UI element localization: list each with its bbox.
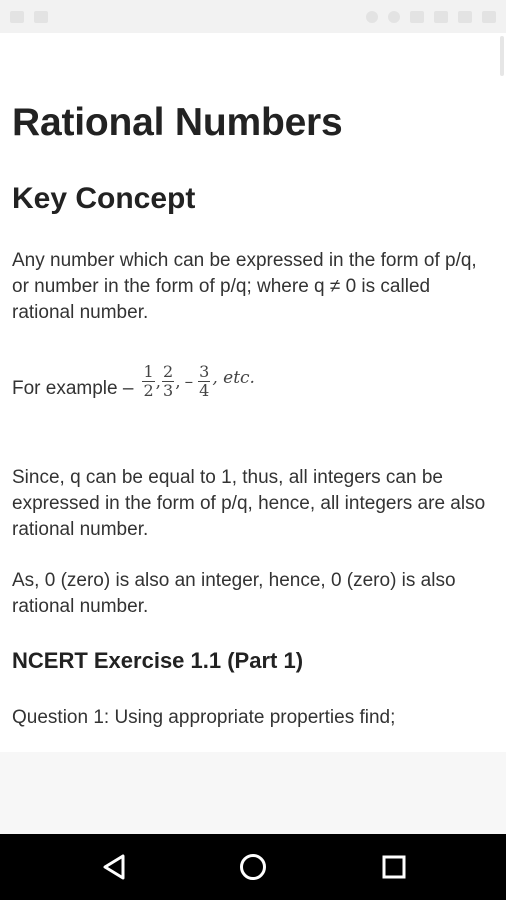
recent-square-icon: [380, 853, 408, 881]
wifi-icon: [434, 11, 448, 23]
navigation-bar: [0, 834, 506, 900]
comma: ,: [175, 372, 181, 392]
recent-apps-button[interactable]: [377, 851, 411, 883]
back-triangle-icon: [101, 853, 127, 881]
status-left-icons: [10, 11, 48, 23]
fraction-denominator: 3: [163, 381, 174, 400]
definition-paragraph: Any number which can be expressed in the form of p/q, or number in the form of p/q; where q ≠ 0 is called rational number.: [12, 250, 477, 323]
clock-icon: [482, 11, 496, 23]
zero-paragraph: As, 0 (zero) is also an integer, hence, 0 (zero) is also rational number.: [12, 570, 456, 617]
page-title: Rational Numbers: [12, 101, 343, 144]
battery-icon: [458, 11, 472, 23]
integers-paragraph: Since, q can be equal to 1, thus, all integers can be expressed in the form of p/q, hence, all integers are also rational number.: [12, 467, 486, 540]
fraction-3: [198, 363, 210, 400]
home-button[interactable]: [236, 851, 270, 883]
example-math: [141, 363, 255, 402]
signal-icon: [410, 11, 424, 23]
fraction-numerator: 2: [163, 362, 174, 381]
notification-icon-2: [34, 11, 48, 23]
fraction-numerator: 1: [143, 362, 154, 381]
back-button[interactable]: [97, 851, 131, 883]
fraction-denominator: 4: [199, 381, 210, 400]
etc-text: , etc.: [212, 368, 255, 388]
sync-icon: [366, 11, 378, 23]
section-title: Key Concept: [12, 182, 196, 215]
alarm-icon: [388, 11, 400, 23]
bottom-spacer: [0, 752, 506, 834]
home-circle-icon: [238, 852, 268, 882]
fraction-1: [142, 363, 154, 400]
exercise-title: NCERT Exercise 1.1 (Part 1): [12, 648, 304, 673]
status-right-icons: [366, 11, 496, 23]
scrollbar-thumb[interactable]: [500, 36, 504, 76]
status-bar: [0, 0, 506, 33]
question-1: Question 1: Using appropriate properties find;: [12, 707, 396, 728]
comma: ,: [155, 372, 162, 392]
fraction-numerator: 3: [199, 362, 210, 381]
notification-icon: [10, 11, 24, 23]
example-label: For example –: [12, 378, 134, 399]
minus-sign: –: [184, 372, 194, 392]
example-row: [12, 350, 255, 402]
fraction-denominator: 2: [143, 381, 154, 400]
fraction-2: [162, 363, 174, 400]
